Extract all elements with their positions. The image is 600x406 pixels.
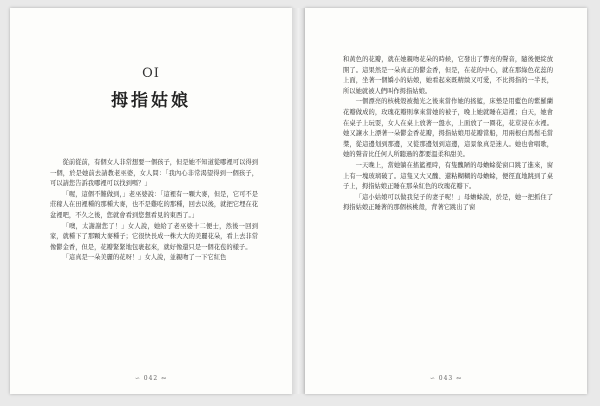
paragraph: 「這真是一朵美麗的花呀！」女人說，並親吻了一下它紅色 — [62, 254, 227, 262]
paragraph: 一天晚上，當她躺在搖籃裡時，有隻醜陋的母蟾蜍從窗口跳了進來，窗上有一塊玻璃破了。這隻又大又醜、還粘糊糊的母蟾蜍，便徑直地跳到了桌子上，拇指姑娘正睡在那朵紅色的玫瑰花瓣下。 — [343, 161, 553, 191]
paragraph: 和黃色的花瓣，就在她親吻花朵的時候，它發出了響亮的聲音，隨後便綻放開了。這果然是一朵真正的鬱金香，但是，在花的中心，就在那綠色花蕊的上面，坐著一個嬌小的姑娘，她看起來既精緻又可愛，不比拇指的一半長，所以她就被人們叫作拇指姑娘。 — [343, 56, 553, 95]
paragraph: 「喔，這個不難做到，」老巫婆說：「這裡有一顆大麥，但是，它可不是莊稼人在田裡種的那種大麥，也不是雞吃的那種，回去以後，就把它埋在花盆裡吧，不久之後，您就會看到您想看見的東西了。」 — [50, 190, 258, 219]
paragraph: 一個漂亮的核桃殼被拋光之後來當作她的搖籃，床墊是用藍色的紫羅蘭花瓣做成的，玫瑰花瓣則拿來當她的被子，晚上她就睡在這裡；白天，她會在桌子上玩耍，女人在桌上放著一盤水，上面放了一圈花，花莖浸在水裡。她又讓水上漂著一朵鬱金香花瓣，拇指姑娘用花瓣當船，用兩根白馬鬃毛當槳，從這邊划到那邊，又從那邊划到這邊，這景象真是迷人。她也會唱歌，她的聲音比任何人所聽過的都要溫柔和甜美。 — [343, 98, 553, 159]
page-number: ∽ 042 ∾ — [134, 375, 168, 382]
paragraph: 從前從前，有個女人非常想要一個孩子，但是她不知道從哪裡可以得到一個，於是她前去請教老巫婆，女人問：「我內心非常渴望得到一個孩子，可以請您告訴我哪裡可以找到嗎？」 — [50, 159, 258, 188]
paragraph: 「這小姑娘可以做我兒子的妻子呢！」母蟾蜍說，於是，她一把抓住了拇指姑娘正睡著的那個核桃殼，背著它跳出了窗 — [343, 193, 553, 212]
right-page — [305, 8, 587, 394]
right-body-text — [343, 55, 553, 214]
left-page — [10, 8, 292, 394]
page-number: ∽ 043 ∾ — [429, 375, 463, 382]
chapter-number: OI — [142, 66, 160, 81]
paragraph: 「噢，太謝謝您了！」女人說，她給了老巫婆十二便士，然後一回到家，就種下了那顆大麥種子；它很快長成一株大大的美麗花朵，看上去非常像鬱金香，但是，花瓣緊緊地包裹起來，就好像還只是一個花苞的樣子。 — [50, 222, 258, 251]
left-body-text — [50, 158, 258, 264]
book-gutter — [292, 8, 305, 394]
chapter-title: 拇指姑娘 — [111, 91, 191, 111]
